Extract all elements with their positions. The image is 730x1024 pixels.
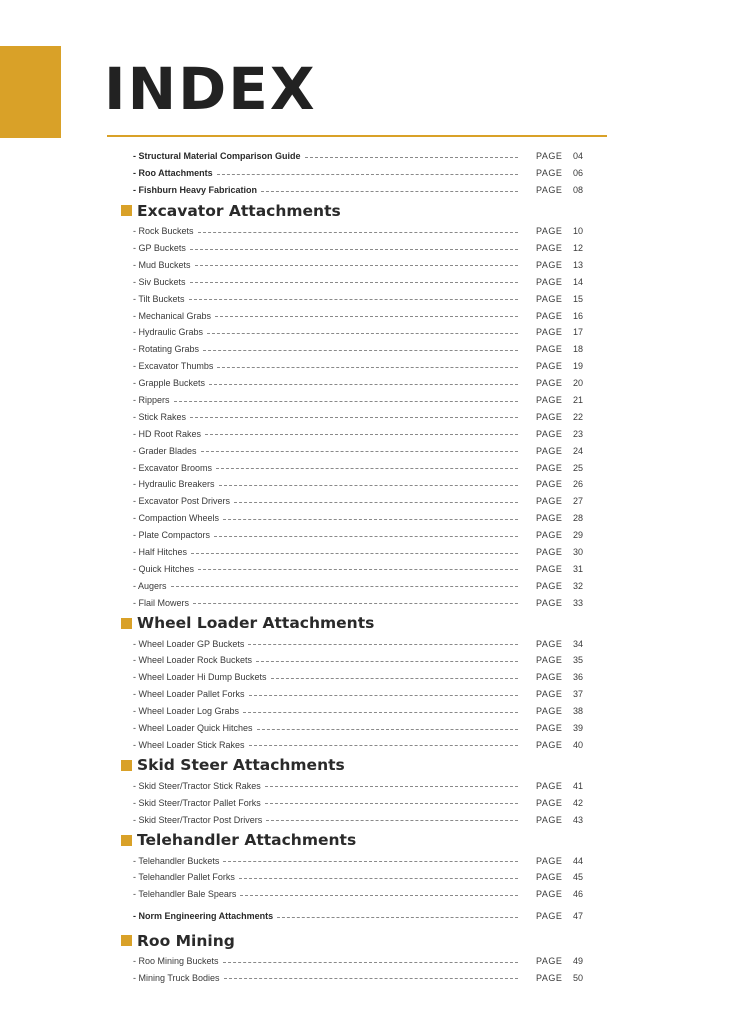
- page-word: PAGE: [536, 563, 563, 574]
- item-label: - Stick Rakes: [133, 411, 187, 422]
- page-word: PAGE: [536, 276, 563, 287]
- item-label: - Wheel Loader Hi Dump Buckets: [133, 672, 267, 683]
- item-label: - Grapple Buckets: [133, 378, 206, 389]
- index-item[interactable]: [133, 307, 583, 324]
- page-word: PAGE: [536, 655, 563, 666]
- index-item[interactable]: [133, 425, 583, 442]
- section-heading-text: Wheel Loader Attachments: [137, 614, 375, 633]
- page-word: PAGE: [536, 672, 563, 683]
- section-block: [133, 199, 583, 611]
- page-number: 19: [572, 361, 583, 372]
- dot-leader: [174, 401, 518, 402]
- dot-leader: [240, 895, 518, 896]
- dot-leader: [217, 174, 518, 175]
- page-number: 45: [572, 872, 583, 883]
- index-item[interactable]: [133, 635, 583, 652]
- index-item[interactable]: [133, 594, 583, 611]
- item-label: - Flail Mowers: [133, 597, 190, 608]
- page-word: PAGE: [536, 580, 563, 591]
- section-heading: [121, 611, 583, 635]
- section-heading: [121, 199, 583, 223]
- page-number: 18: [572, 344, 583, 355]
- page-number: 21: [572, 395, 583, 406]
- page-word: PAGE: [536, 226, 563, 237]
- index-item[interactable]: [133, 510, 583, 527]
- item-label: - Augers: [133, 580, 167, 591]
- item-label: - Excavator Thumbs: [133, 361, 214, 372]
- page-number: 41: [572, 780, 583, 791]
- dot-leader: [257, 729, 518, 730]
- page-number: 04: [572, 151, 583, 162]
- page-word: PAGE: [536, 344, 563, 355]
- item-label: - Wheel Loader Log Grabs: [133, 706, 240, 717]
- page-word: PAGE: [536, 723, 563, 734]
- page-word: PAGE: [536, 911, 563, 922]
- page-word: PAGE: [536, 151, 563, 162]
- page-word: PAGE: [536, 327, 563, 338]
- item-label: - Rippers: [133, 395, 170, 406]
- index-item[interactable]: [133, 777, 583, 794]
- item-label: - Mud Buckets: [133, 259, 191, 270]
- item-label: - Skid Steer/Tractor Stick Rakes: [133, 780, 261, 791]
- dot-leader: [189, 299, 518, 300]
- page-number: 10: [572, 226, 583, 237]
- dot-leader: [203, 350, 518, 351]
- page-number: 47: [572, 911, 583, 922]
- item-label: - Roo Mining Buckets: [133, 956, 219, 967]
- index-item[interactable]: [133, 273, 583, 290]
- dot-leader: [305, 157, 518, 158]
- section-block: [133, 611, 583, 753]
- index-item[interactable]: [133, 852, 583, 869]
- dot-leader: [190, 417, 518, 418]
- page-number: 44: [572, 855, 583, 866]
- page-word: PAGE: [536, 462, 563, 473]
- item-label: - Rotating Grabs: [133, 344, 200, 355]
- dot-leader: [209, 384, 518, 385]
- page-number: 42: [572, 797, 583, 808]
- page-number: 43: [572, 814, 583, 825]
- index-item[interactable]: [133, 970, 583, 987]
- page-number: 49: [572, 956, 583, 967]
- dot-leader: [190, 282, 518, 283]
- dot-leader: [223, 519, 518, 520]
- page-number: 46: [572, 889, 583, 900]
- page-word: PAGE: [536, 496, 563, 507]
- dot-leader: [195, 265, 518, 266]
- page-number: 29: [572, 530, 583, 541]
- section-heading-text: Excavator Attachments: [137, 201, 341, 220]
- index-item[interactable]: [133, 669, 583, 686]
- index-item[interactable]: [133, 240, 583, 257]
- page-number: 15: [572, 293, 583, 304]
- dot-leader: [248, 644, 518, 645]
- item-label: - Rock Buckets: [133, 226, 194, 237]
- index-item[interactable]: [133, 652, 583, 669]
- page-word: PAGE: [536, 855, 563, 866]
- page-number: 17: [572, 327, 583, 338]
- page-number: 13: [572, 259, 583, 270]
- index-item-structural-guide[interactable]: [133, 148, 583, 165]
- dot-leader: [198, 232, 518, 233]
- item-label: - Telehandler Buckets: [133, 855, 220, 866]
- page-word: PAGE: [536, 243, 563, 253]
- dot-leader: [193, 603, 518, 604]
- item-label: - HD Root Rakes: [133, 428, 202, 439]
- dot-leader: [239, 878, 518, 879]
- index-item[interactable]: [133, 686, 583, 703]
- dot-leader: [249, 745, 518, 746]
- dot-leader: [190, 249, 518, 250]
- page-word: PAGE: [536, 638, 563, 649]
- page-word: PAGE: [536, 185, 563, 196]
- index-item[interactable]: [133, 527, 583, 544]
- page-number: 32: [572, 580, 583, 591]
- item-label: - Hydraulic Grabs: [133, 327, 204, 338]
- page-word: PAGE: [536, 378, 563, 389]
- page-word: PAGE: [536, 956, 563, 967]
- item-label: - Compaction Wheels: [133, 513, 220, 524]
- index-item-fishburn[interactable]: [133, 182, 583, 199]
- dot-leader: [201, 451, 518, 452]
- index-item[interactable]: [133, 794, 583, 811]
- dot-leader: [256, 661, 518, 662]
- square-bullet-icon: [121, 935, 132, 946]
- index-item[interactable]: [133, 476, 583, 493]
- index-item[interactable]: [133, 493, 583, 510]
- index-item[interactable]: [133, 459, 583, 476]
- page-number: 37: [572, 689, 583, 700]
- item-label: - Mining Truck Bodies: [133, 972, 220, 983]
- page-number: 14: [572, 276, 583, 287]
- page-number: 33: [572, 597, 583, 608]
- index-item-roo-attachments[interactable]: [133, 165, 583, 182]
- page-word: PAGE: [536, 445, 563, 456]
- page-number: 40: [572, 739, 583, 750]
- item-label: - Half Hitches: [133, 547, 188, 558]
- index-item[interactable]: [133, 358, 583, 375]
- item-label: - Mechanical Grabs: [133, 310, 212, 321]
- page-word: PAGE: [536, 513, 563, 524]
- section-heading: [121, 929, 583, 953]
- page-word: PAGE: [536, 872, 563, 883]
- dot-leader: [223, 861, 518, 862]
- index-item[interactable]: [133, 577, 583, 594]
- dot-leader: [219, 485, 518, 486]
- dot-leader: [261, 191, 518, 192]
- item-label: - Roo Attachments: [133, 168, 213, 179]
- index-item[interactable]: [133, 544, 583, 561]
- page-word: PAGE: [536, 259, 563, 270]
- page-number: 26: [572, 479, 583, 490]
- page-word: PAGE: [536, 361, 563, 372]
- page-number: 38: [572, 706, 583, 717]
- item-label: - Hydraulic Breakers: [133, 479, 215, 490]
- index-item[interactable]: [133, 953, 583, 970]
- index-item[interactable]: [133, 256, 583, 273]
- page-word: PAGE: [536, 479, 563, 490]
- page-word: PAGE: [536, 547, 563, 558]
- dot-leader: [207, 333, 518, 334]
- item-label: - Wheel Loader Rock Buckets: [133, 655, 253, 666]
- item-label: - Excavator Brooms: [133, 462, 213, 473]
- section-heading-text: Skid Steer Attachments: [137, 756, 345, 775]
- page-word: PAGE: [536, 428, 563, 439]
- page-word: PAGE: [536, 689, 563, 700]
- page-word: PAGE: [536, 168, 563, 179]
- index-item-norm-engineering[interactable]: [133, 908, 583, 925]
- dot-leader: [266, 820, 518, 821]
- page-number: 27: [572, 496, 583, 507]
- item-label: - Tilt Buckets: [133, 293, 185, 304]
- page-word: PAGE: [536, 739, 563, 750]
- dot-leader: [223, 962, 518, 963]
- square-bullet-icon: [121, 618, 132, 629]
- item-label: - Skid Steer/Tractor Post Drivers: [133, 814, 263, 825]
- page-word: PAGE: [536, 530, 563, 541]
- page-number: 31: [572, 563, 583, 574]
- page-number: 24: [572, 445, 583, 456]
- index-item[interactable]: [133, 290, 583, 307]
- item-label: - Siv Buckets: [133, 276, 186, 287]
- page-word: PAGE: [536, 293, 563, 304]
- page-number: 34: [572, 638, 583, 649]
- dot-leader: [198, 569, 518, 570]
- item-label: - Grader Blades: [133, 445, 197, 456]
- item-label: - Excavator Post Drivers: [133, 496, 231, 507]
- item-label: - GP Buckets: [133, 243, 186, 253]
- item-label: - Plate Compactors: [133, 530, 211, 541]
- dot-leader: [217, 367, 518, 368]
- page-number: 16: [572, 310, 583, 321]
- index-item[interactable]: [133, 408, 583, 425]
- dot-leader: [243, 712, 518, 713]
- section-block: [133, 828, 583, 903]
- item-label: - Norm Engineering Attachments: [133, 911, 274, 922]
- item-label: - Telehandler Pallet Forks: [133, 872, 235, 883]
- page-word: PAGE: [536, 310, 563, 321]
- dot-leader: [271, 678, 518, 679]
- page-number: 20: [572, 378, 583, 389]
- page-number: 39: [572, 723, 583, 734]
- section-heading: [121, 828, 583, 852]
- page-word: PAGE: [536, 814, 563, 825]
- index-item[interactable]: [133, 720, 583, 737]
- dot-leader: [265, 786, 518, 787]
- index-list: [133, 148, 583, 986]
- item-label: - Skid Steer/Tractor Pallet Forks: [133, 797, 261, 808]
- item-label: - Structural Material Comparison Guide: [133, 151, 301, 162]
- index-item[interactable]: [133, 811, 583, 828]
- dot-leader: [249, 695, 518, 696]
- item-label: - Wheel Loader Pallet Forks: [133, 689, 245, 700]
- index-item[interactable]: [133, 341, 583, 358]
- square-bullet-icon: [121, 835, 132, 846]
- item-label: - Wheel Loader Quick Hitches: [133, 723, 253, 734]
- item-label: - Wheel Loader GP Buckets: [133, 638, 245, 649]
- page-number: 25: [572, 462, 583, 473]
- page-word: PAGE: [536, 395, 563, 406]
- item-label: - Telehandler Bale Spears: [133, 889, 237, 900]
- page-number: 08: [572, 185, 583, 196]
- page-word: PAGE: [536, 972, 563, 983]
- page-number: 22: [572, 411, 583, 422]
- page-number: 50: [572, 972, 583, 983]
- item-label: - Fishburn Heavy Fabrication: [133, 185, 258, 196]
- index-item[interactable]: [133, 737, 583, 754]
- accent-block: [0, 46, 61, 138]
- page-title: INDEX: [104, 55, 317, 123]
- page-number: 12: [572, 243, 583, 253]
- section-heading-text: Roo Mining: [137, 931, 235, 950]
- item-label: - Wheel Loader Stick Rakes: [133, 739, 245, 750]
- page-number: 35: [572, 655, 583, 666]
- dot-leader: [234, 502, 518, 503]
- page-number: 06: [572, 168, 583, 179]
- page-number: 23: [572, 428, 583, 439]
- section-roo-mining: [133, 929, 583, 987]
- index-item[interactable]: [133, 869, 583, 886]
- index-item[interactable]: [133, 560, 583, 577]
- dot-leader: [224, 978, 518, 979]
- index-item[interactable]: [133, 392, 583, 409]
- page-word: PAGE: [536, 597, 563, 608]
- dot-leader: [171, 586, 518, 587]
- section-block: [133, 753, 583, 828]
- page-word: PAGE: [536, 780, 563, 791]
- square-bullet-icon: [121, 760, 132, 771]
- title-rule: [107, 135, 607, 137]
- page-word: PAGE: [536, 411, 563, 422]
- dot-leader: [216, 468, 518, 469]
- section-heading-text: Telehandler Attachments: [137, 831, 357, 850]
- index-item[interactable]: [133, 223, 583, 240]
- square-bullet-icon: [121, 205, 132, 216]
- page-number: 36: [572, 672, 583, 683]
- index-item[interactable]: [133, 324, 583, 341]
- dot-leader: [191, 553, 518, 554]
- index-item[interactable]: [133, 886, 583, 903]
- intro-group: [133, 148, 583, 199]
- dot-leader: [265, 803, 518, 804]
- dot-leader: [277, 917, 518, 918]
- section-heading: [121, 753, 583, 777]
- dot-leader: [214, 536, 518, 537]
- index-item[interactable]: [133, 703, 583, 720]
- item-label: - Quick Hitches: [133, 563, 195, 574]
- dot-leader: [205, 434, 518, 435]
- page-number: 28: [572, 513, 583, 524]
- page-word: PAGE: [536, 706, 563, 717]
- page-word: PAGE: [536, 797, 563, 808]
- sections-container: [133, 199, 583, 903]
- index-item[interactable]: [133, 375, 583, 392]
- page-word: PAGE: [536, 889, 563, 900]
- dot-leader: [215, 316, 518, 317]
- page-number: 30: [572, 547, 583, 558]
- index-item[interactable]: [133, 442, 583, 459]
